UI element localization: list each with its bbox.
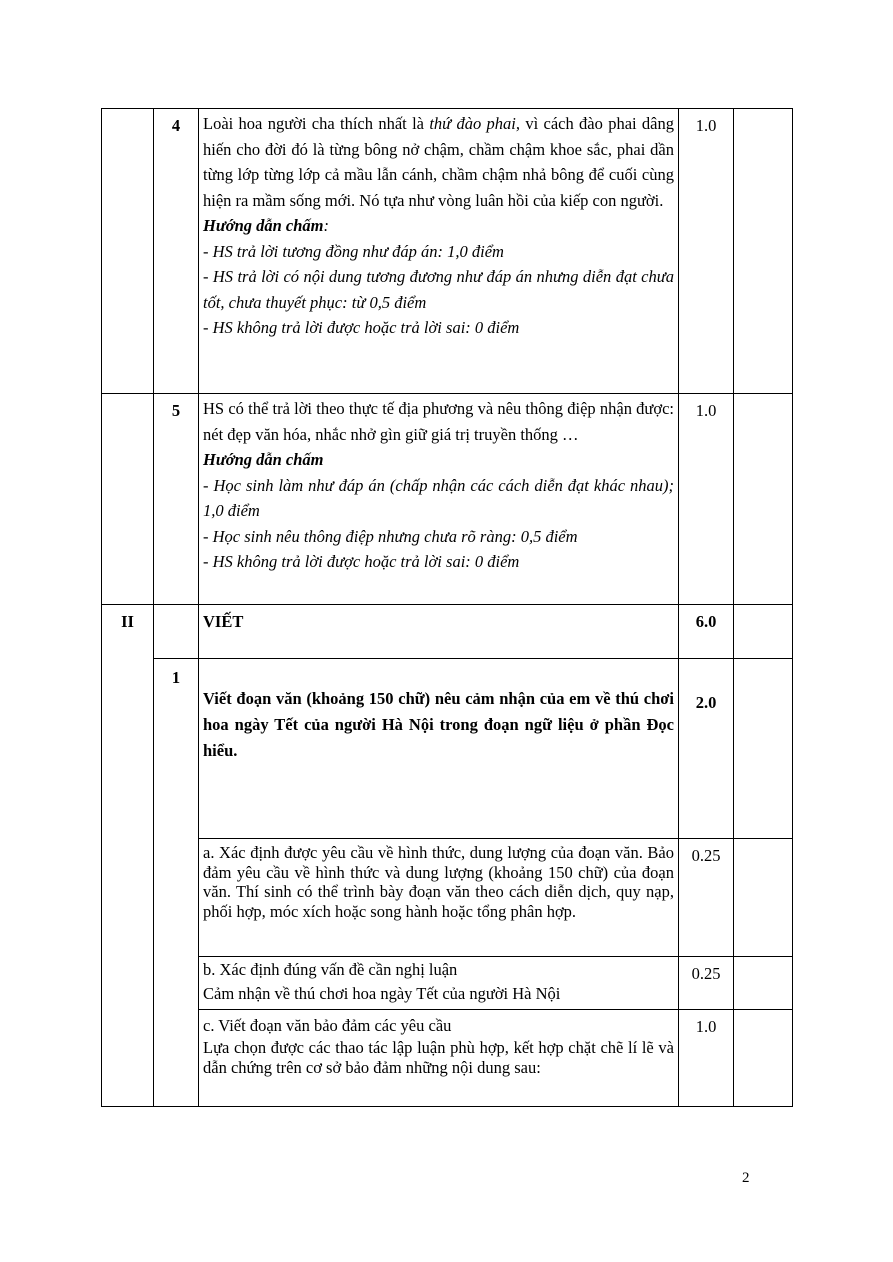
- score-cell: 0.25: [679, 957, 734, 1010]
- guide-line: - HS không trả lời được hoặc trả lời sai: 0 điểm: [203, 552, 520, 571]
- question-number: 4: [154, 109, 199, 394]
- guide-line: - Học sinh làm như đáp án (chấp nhận các cách diễn đạt khác nhau); 1,0 điểm: [203, 475, 674, 520]
- notes-cell: [734, 659, 793, 839]
- writing-prompt: Viết đoạn văn (khoảng 150 chữ) nêu cảm nhận của em về thú chơi hoa ngày Tết của người Hà Nội trong đoạn ngữ liệu ở phần Đọc hiểu.: [199, 659, 679, 839]
- guide-colon: :: [323, 216, 330, 235]
- answer-text: vì cách đào phai dâng hiến cho đời đó là từng bông nở chậm, chầm chậm khoe sắc, phai dần từng lớp từng lớp cả mầu lẫn cánh, chầm chậm nhả bông để cuối cùng hiện ra mầm sống mới. Nó tựa như vòng luân hồi của kiếp con người.: [203, 114, 675, 210]
- score-cell: 6.0: [679, 605, 734, 659]
- answer-text: Loài hoa người cha thích nhất là: [203, 114, 430, 133]
- section-cell: [102, 109, 154, 394]
- page-number: 2: [742, 1170, 750, 1186]
- criteria-text: a. Xác định được yêu cầu về hình thức, dung lượng của đoạn văn. Bảo đảm yêu cầu về hình thức và dung lượng (khoảng 150 chữ) của đoạn văn. Thí sinh có thể trình bày đoạn văn theo cách diễn dịch, quy nạp, phối hợp, móc xích hoặc song hành hoặc tổng phân hợp.: [199, 839, 679, 957]
- question-number-cell: [154, 605, 199, 659]
- table-row-q5: [102, 394, 793, 605]
- table-row-section-2: [102, 605, 793, 659]
- answer-text-italic: thứ đào phai,: [429, 114, 521, 133]
- notes-cell: [734, 1010, 793, 1107]
- question-number: 1: [154, 659, 199, 1107]
- table-row-w1: [102, 659, 793, 839]
- criteria-text: [199, 957, 679, 1010]
- table-row-wa: [102, 839, 793, 957]
- answer-key-table: [101, 108, 793, 1107]
- guide-line: - HS không trả lời được hoặc trả lời sai: 0 điểm: [203, 318, 520, 337]
- table-row-q4: [102, 109, 793, 394]
- answer-content: [199, 109, 679, 394]
- section-title: VIẾT: [199, 605, 679, 659]
- question-number: 5: [154, 394, 199, 605]
- guide-line: - HS trả lời có nội dung tương đương như đáp án nhưng diễn đạt chưa tốt, chưa thuyết phục: từ 0,5 điểm: [203, 267, 674, 312]
- table-row-wc: [102, 1010, 793, 1107]
- notes-cell: [734, 839, 793, 957]
- notes-cell: [734, 605, 793, 659]
- section-roman: II: [102, 605, 154, 1107]
- table-row-wb: [102, 957, 793, 1010]
- score-cell: 1.0: [679, 109, 734, 394]
- criteria-line: c. Viết đoạn văn bảo đảm các yêu cầu: [203, 1016, 452, 1035]
- guide-title: Hướng dẫn chấm: [203, 450, 324, 469]
- guide-title: Hướng dẫn chấm: [203, 216, 324, 235]
- answer-content: [199, 394, 679, 605]
- criteria-line: Cảm nhận về thú chơi hoa ngày Tết của người Hà Nội: [203, 984, 561, 1003]
- answer-text: HS có thể trả lời theo thực tế địa phương và nêu thông điệp nhận được: nét đẹp văn hóa, nhắc nhở gìn giữ giá trị truyền thống …: [203, 399, 674, 444]
- criteria-line: Lựa chọn được các thao tác lập luận phù hợp, kết hợp chặt chẽ lí lẽ và dẫn chứng trên cơ sở bảo đảm những nội dung sau:: [203, 1038, 674, 1077]
- score-cell: 1.0: [679, 1010, 734, 1107]
- criteria-text: [199, 1010, 679, 1107]
- criteria-line: b. Xác định đúng vấn đề cần nghị luận: [203, 960, 458, 979]
- score-cell: 1.0: [679, 394, 734, 605]
- notes-cell: [734, 109, 793, 394]
- section-cell: [102, 394, 154, 605]
- guide-line: - Học sinh nêu thông điệp nhưng chưa rõ ràng: 0,5 điểm: [203, 526, 578, 546]
- score-cell: 2.0: [679, 659, 734, 839]
- score-cell: 0.25: [679, 839, 734, 957]
- guide-line: - HS trả lời tương đồng như đáp án: 1,0 điểm: [203, 241, 504, 261]
- notes-cell: [734, 394, 793, 605]
- notes-cell: [734, 957, 793, 1010]
